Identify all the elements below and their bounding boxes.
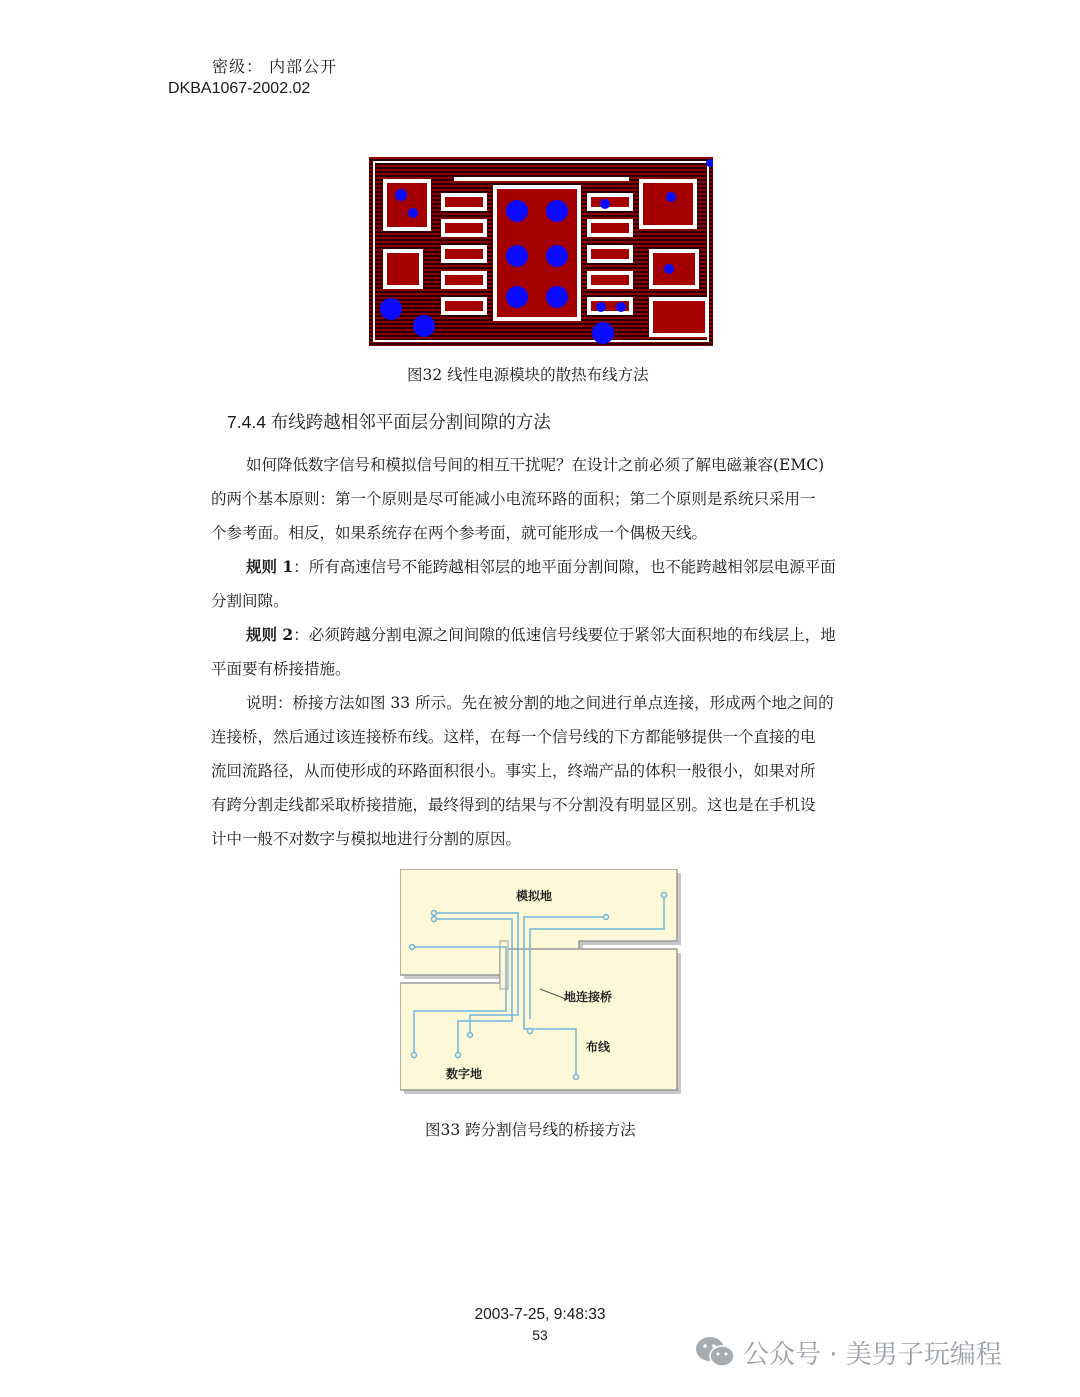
text-line: 计中一般不对数字与模拟地进行分割的原因。 bbox=[211, 830, 522, 848]
text-line bbox=[211, 618, 901, 652]
trace-label: 布线 bbox=[586, 1040, 611, 1054]
text-line: 如何降低数字信号和模拟信号间的相互干扰呢？在设计之前必须了解电磁兼容(EMC) bbox=[246, 456, 825, 474]
rule-1-text: ：所有高速信号不能跨越相邻层的地平面分割间隙，也不能跨越相邻层电源平面 bbox=[293, 558, 836, 576]
figure-33-caption: 图33 跨分割信号线的桥接方法 bbox=[425, 1121, 636, 1139]
text-line: 平面要有桥接措施。 bbox=[211, 660, 351, 678]
text-line: 有跨分割走线都采取桥接措施，最终得到的结果与不分割没有明显区别。这也是在手机设 bbox=[211, 796, 816, 814]
digital-ground-label: 数字地 bbox=[446, 1067, 483, 1081]
text-line: 流回流路径，从而使形成的环路面积很小。事实上，终端产品的体积一般很小，如果对所 bbox=[211, 762, 816, 780]
rule-2-label: 规则 2 bbox=[246, 625, 294, 644]
text-line: 的两个基本原则：第一个原则是尽可能减小电流环路的面积；第二个原则是系统只采用一 bbox=[211, 490, 816, 508]
ground-bridge-label: 地连接桥 bbox=[564, 990, 613, 1004]
figure-32-pcb-image bbox=[369, 157, 713, 346]
wechat-icon bbox=[695, 1335, 735, 1369]
security-level: 密级： 内部公开 bbox=[212, 57, 338, 76]
figure-32-caption: 图32 线性电源模块的散热布线方法 bbox=[407, 366, 649, 384]
paragraph-intro bbox=[211, 448, 901, 550]
section-heading: 7.4.4 布线跨越相邻平面层分割间隙的方法 bbox=[227, 412, 551, 432]
analog-ground-label: 模拟地 bbox=[516, 889, 553, 903]
figure-33-bridge-diagram bbox=[400, 869, 681, 1094]
watermark-text: 公众号 · 美男子玩编程 bbox=[743, 1339, 1002, 1370]
text-line bbox=[211, 550, 901, 584]
text-line: 个参考面。相反，如果系统存在两个参考面，就可能形成一个偶极天线。 bbox=[211, 524, 708, 542]
rule-2-text: ：必须跨越分割电源之间间隙的低速信号线要位于紧邻大面积地的布线层上，地 bbox=[293, 626, 836, 644]
page-number: 53 bbox=[532, 1327, 548, 1343]
text-line: 分割间隙。 bbox=[211, 592, 289, 610]
paragraph-rule-1 bbox=[211, 550, 901, 618]
rule-1-label: 规则 1 bbox=[246, 557, 294, 576]
paragraph-rule-2 bbox=[211, 618, 901, 686]
text-line: 说明：桥接方法如图 33 所示。先在被分割的地之间进行单点连接，形成两个地之间的 bbox=[246, 694, 834, 712]
text-line: 连接桥，然后通过该连接桥布线。这样，在每一个信号线的下方都能够提供一个直接的电 bbox=[211, 728, 816, 746]
document-id: DKBA1067-2002.02 bbox=[168, 80, 311, 97]
watermark bbox=[695, 1332, 1002, 1372]
footer-date: 2003-7-25, 9:48:33 bbox=[474, 1306, 606, 1323]
paragraph-note bbox=[211, 686, 901, 856]
